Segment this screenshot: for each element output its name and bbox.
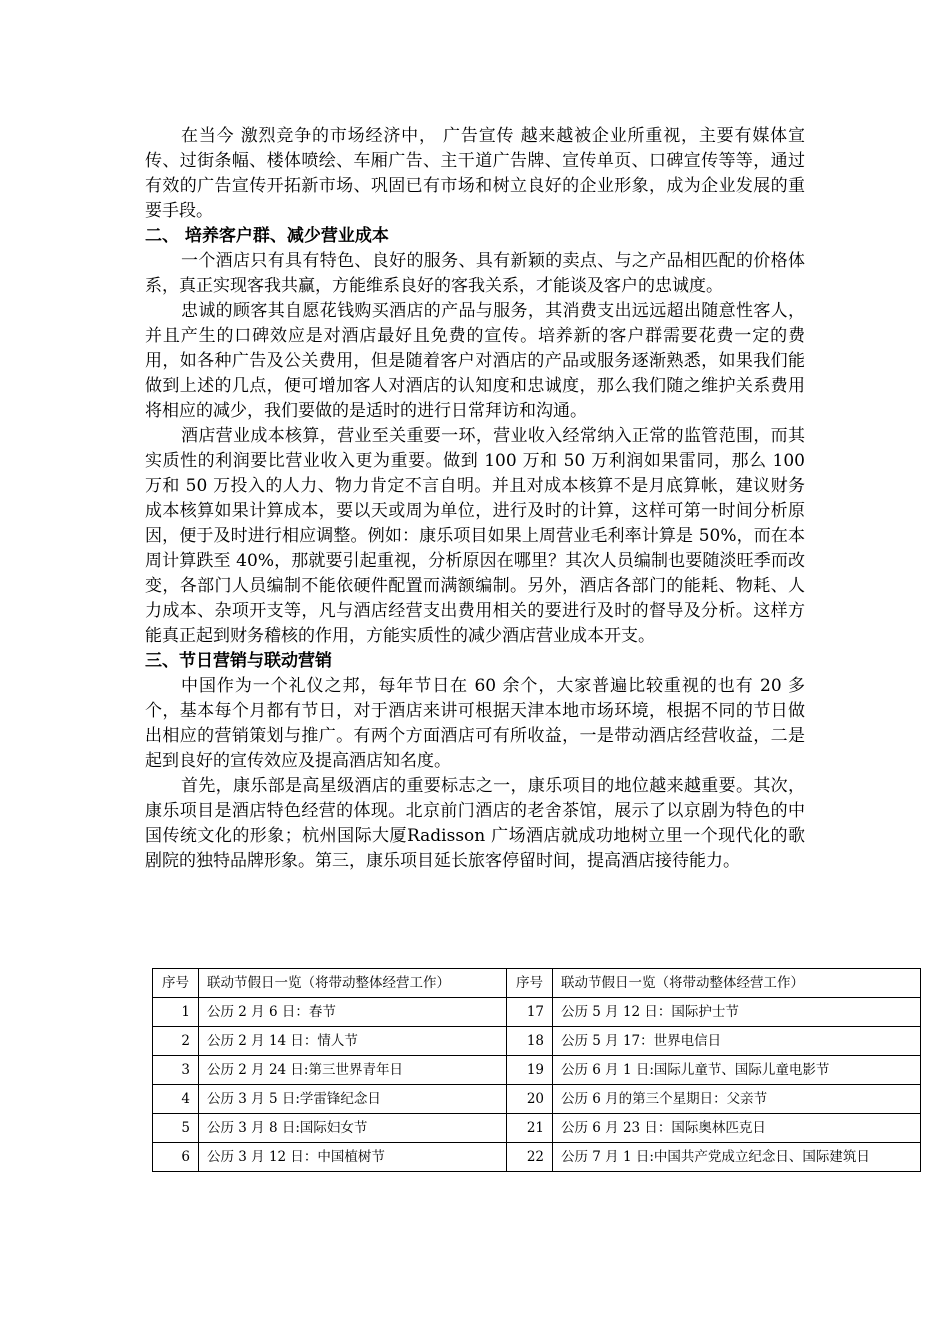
table-row xyxy=(153,1085,921,1114)
section-2-paragraph: 忠诚的顾客其自愿花钱购买酒店的产品与服务，其消费支出远远超出随意性客人，并且产生的口碑效应是对酒店最好且免费的宣传。培养新的客户群需要花费一定的费用，如各种广告及公关费用，但是随着客户对酒店的产品或服务逐渐熟悉，如果我们能做到上述的几点，便可增加客人对酒店的认知度和忠诚度，那么我们随之维护关系费用将相应的减少，我们要做的是适时的进行日常拜访和沟通。 xyxy=(145,301,805,421)
table-row xyxy=(153,1114,921,1143)
section-2-paragraph: 酒店营业成本核算，营业至关重要一环，营业收入经常纳入正常的监管范围，而其实质性的利润要比营业收入更为重要。做到 100 万和 50 万利润如果雷同，那么 100 万和 50 万投入的人力、物力肯定不言自明。并且对成本核算不是月底算帐，建议财务成本核算如果计算成本，要以天或周为单位，进行及时的计算，这样可第一时间分析原因，便于及时进行相应调整。例如：康乐项目如果上周营业毛利率计算是 50%，而在本周计算跌至 40%，那就要引起重视，分析原因在哪里？其次人员编制也要随淡旺季而改变，各部门人员编制不能依硬件配置而满额编制。另外，酒店各部门的能耗、物耗、人力成本、杂项开支等，凡与酒店经营支出费用相关的要进行及时的督导及分析。这样方能真正起到财务稽核的作用，方能实质性的减少酒店营业成本开支。 xyxy=(145,426,805,646)
header-holiday-left: 联动节假日一览（将带动整体经营工作） xyxy=(199,969,507,998)
holiday-cell: 公历 6 月的第三个星期日：父亲节 xyxy=(553,1085,921,1114)
table-row xyxy=(153,1143,921,1172)
document-body xyxy=(145,124,805,874)
holiday-cell: 公历 3 月 5 日:学雷锋纪念日 xyxy=(199,1085,507,1114)
seq-cell: 3 xyxy=(153,1056,199,1085)
seq-cell: 22 xyxy=(507,1143,553,1172)
holiday-table xyxy=(152,968,921,1172)
seq-cell: 18 xyxy=(507,1027,553,1056)
holiday-cell: 公历 6 月 1 日:国际儿童节、国际儿童电影节 xyxy=(553,1056,921,1085)
seq-cell: 5 xyxy=(153,1114,199,1143)
seq-cell: 4 xyxy=(153,1085,199,1114)
holiday-cell: 公历 5 月 17：世界电信日 xyxy=(553,1027,921,1056)
seq-cell: 2 xyxy=(153,1027,199,1056)
section-2-paragraph: 一个酒店只有具有特色、良好的服务、具有新颖的卖点、与之产品相匹配的价格体系，真正实现客我共赢，方能维系良好的客我关系，才能谈及客户的忠诚度。 xyxy=(145,251,805,296)
header-holiday-right: 联动节假日一览（将带动整体经营工作） xyxy=(553,969,921,998)
table-row xyxy=(153,1056,921,1085)
seq-cell: 17 xyxy=(507,998,553,1027)
holiday-cell: 公历 2 月 14 日：情人节 xyxy=(199,1027,507,1056)
seq-cell: 6 xyxy=(153,1143,199,1172)
seq-cell: 20 xyxy=(507,1085,553,1114)
holiday-cell: 公历 2 月 6 日：春节 xyxy=(199,998,507,1027)
table-row xyxy=(153,1027,921,1056)
section-3-paragraph: 首先，康乐部是高星级酒店的重要标志之一，康乐项目的地位越来越重要。其次，康乐项目是酒店特色经营的体现。北京前门酒店的老舍茶馆，展示了以京剧为特色的中国传统文化的形象；杭州国际大厦Radisson 广场酒店就成功地树立里一个现代化的歌剧院的独特品牌形象。第三，康乐项目延长旅客停留时间，提高酒店接待能力。 xyxy=(145,776,805,871)
section-3-paragraph: 中国作为一个礼仪之邦，每年节日在 60 余个，大家普遍比较重视的也有 20 多个，基本每个月都有节日，对于酒店来讲可根据天津本地市场环境，根据不同的节日做出相应的营销策划与推广。有两个方面酒店可有所收益，一是带动酒店经营收益，二是起到良好的宣传效应及提高酒店知名度。 xyxy=(145,676,805,771)
holiday-cell: 公历 5 月 12 日：国际护士节 xyxy=(553,998,921,1027)
table-row xyxy=(153,998,921,1027)
header-seq-left: 序号 xyxy=(153,969,199,998)
holiday-cell: 公历 2 月 24 日:第三世界青年日 xyxy=(199,1056,507,1085)
section-3-heading: 三、节日营销与联动营销 xyxy=(145,651,332,671)
holiday-cell: 公历 3 月 12 日：中国植树节 xyxy=(199,1143,507,1172)
seq-cell: 1 xyxy=(153,998,199,1027)
section-2-heading: 二、 培养客户群、减少营业成本 xyxy=(145,226,389,246)
seq-cell: 21 xyxy=(507,1114,553,1143)
header-seq-right: 序号 xyxy=(507,969,553,998)
table-header-row xyxy=(153,969,921,998)
holiday-cell: 公历 3 月 8 日:国际妇女节 xyxy=(199,1114,507,1143)
holiday-cell: 公历 7 月 1 日:中国共产党成立纪念日、国际建筑日 xyxy=(553,1143,921,1172)
intro-paragraph: 在当今 激烈竞争的市场经济中， 广告宣传 越来越被企业所重视，主要有媒体宣传、过街条幅、楼体喷绘、车厢广告、主干道广告牌、宣传单页、口碑宣传等等，通过有效的广告宣传开拓新市场、巩固已有市场和树立良好的企业形象，成为企业发展的重要手段。 xyxy=(145,126,805,221)
holiday-cell: 公历 6 月 23 日：国际奥林匹克日 xyxy=(553,1114,921,1143)
seq-cell: 19 xyxy=(507,1056,553,1085)
